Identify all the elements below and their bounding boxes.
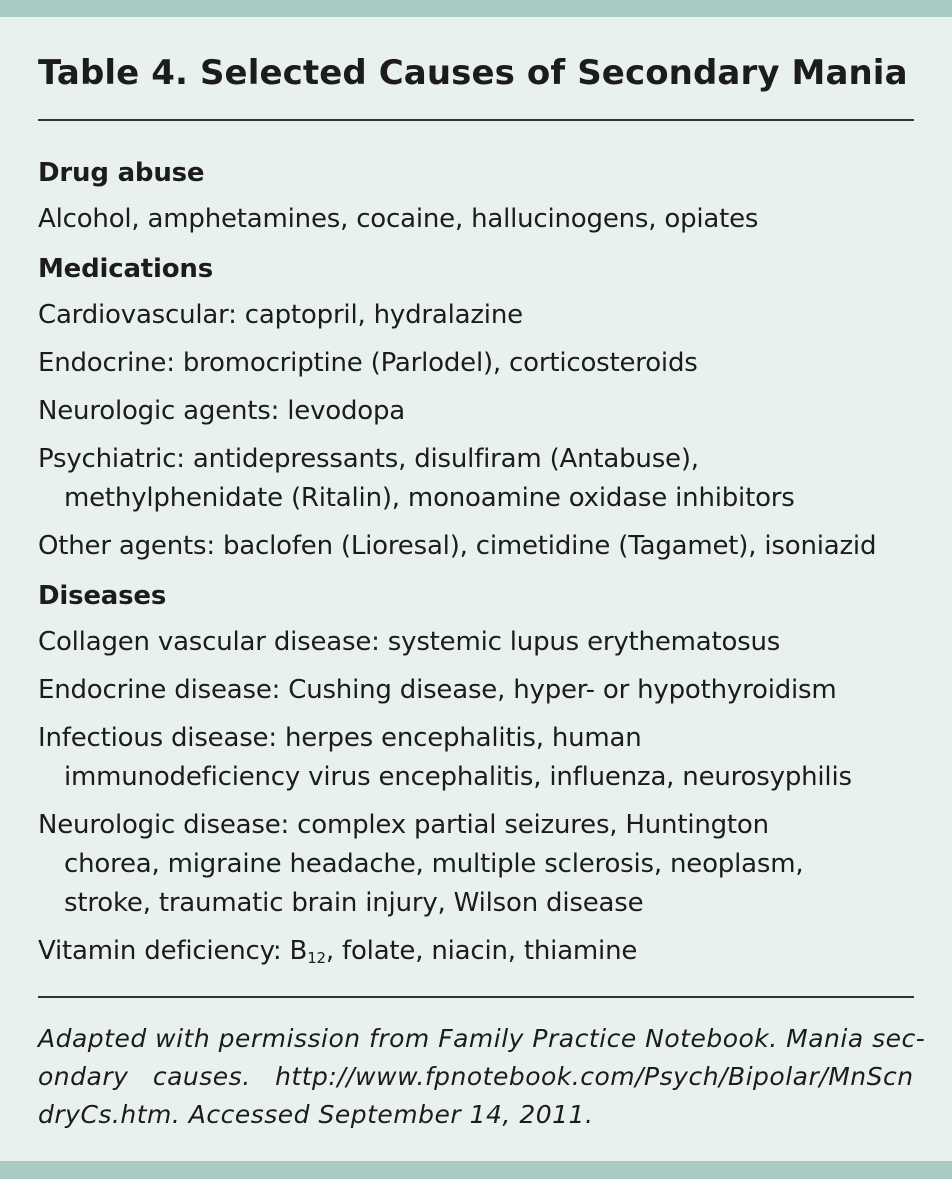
- list-item: Neurologic agents: levodopa: [38, 396, 406, 426]
- list-item: Collagen vascular disease: systemic lupus erythematosus: [38, 627, 781, 657]
- footnote-divider: [38, 996, 914, 998]
- vitamin-prefix: Vitamin deficiency: B: [38, 936, 308, 966]
- footnote-line: ondary causes. http://www.fpnotebook.com/Psych/Bipolar/MnScn: [38, 1062, 914, 1091]
- table-body: [38, 152, 928, 980]
- section-heading-diseases: Diseases: [38, 581, 167, 611]
- section-heading-drug-abuse: Drug abuse: [38, 158, 205, 188]
- list-item: Endocrine disease: Cushing disease, hyper- or hypothyroidism: [38, 675, 837, 705]
- footnote: [38, 1020, 926, 1134]
- list-item-line: methylphenidate (Ritalin), monoamine oxidase inhibitors: [64, 483, 795, 513]
- list-item: Alcohol, amphetamines, cocaine, hallucinogens, opiates: [38, 204, 759, 234]
- list-item-line: Neurologic disease: complex partial seizures, Huntington: [38, 810, 769, 840]
- list-item-line: Psychiatric: antidepressants, disulfiram (Antabuse),: [38, 444, 699, 474]
- list-item-line: Infectious disease: herpes encephalitis, human: [38, 723, 642, 753]
- list-item-line: immunodeficiency virus encephalitis, influenza, neurosyphilis: [64, 762, 852, 792]
- title-divider: [38, 119, 914, 121]
- footnote-line: Adapted with permission from Family Practice Notebook. Mania sec-: [38, 1024, 926, 1053]
- table-title: Table 4. Selected Causes of Secondary Mania: [38, 53, 908, 93]
- list-item: [38, 932, 928, 971]
- section-heading-medications: Medications: [38, 254, 213, 284]
- list-item-line: chorea, migraine headache, multiple sclerosis, neoplasm,: [64, 849, 804, 879]
- list-item: Other agents: baclofen (Lioresal), cimetidine (Tagamet), isoniazid: [38, 531, 877, 561]
- list-item: Cardiovascular: captopril, hydralazine: [38, 300, 523, 330]
- footnote-line: dryCs.htm. Accessed September 14, 2011.: [38, 1100, 594, 1129]
- list-item: [38, 719, 928, 797]
- vitamin-subscript: 12: [307, 949, 326, 967]
- bottom-band: [0, 1161, 952, 1179]
- list-item-line: stroke, traumatic brain injury, Wilson disease: [64, 888, 644, 918]
- list-item: [38, 440, 928, 518]
- vitamin-suffix: , folate, niacin, thiamine: [325, 936, 638, 966]
- list-item: Endocrine: bromocriptine (Parlodel), corticosteroids: [38, 348, 698, 378]
- top-band: [0, 0, 952, 17]
- list-item: [38, 806, 928, 923]
